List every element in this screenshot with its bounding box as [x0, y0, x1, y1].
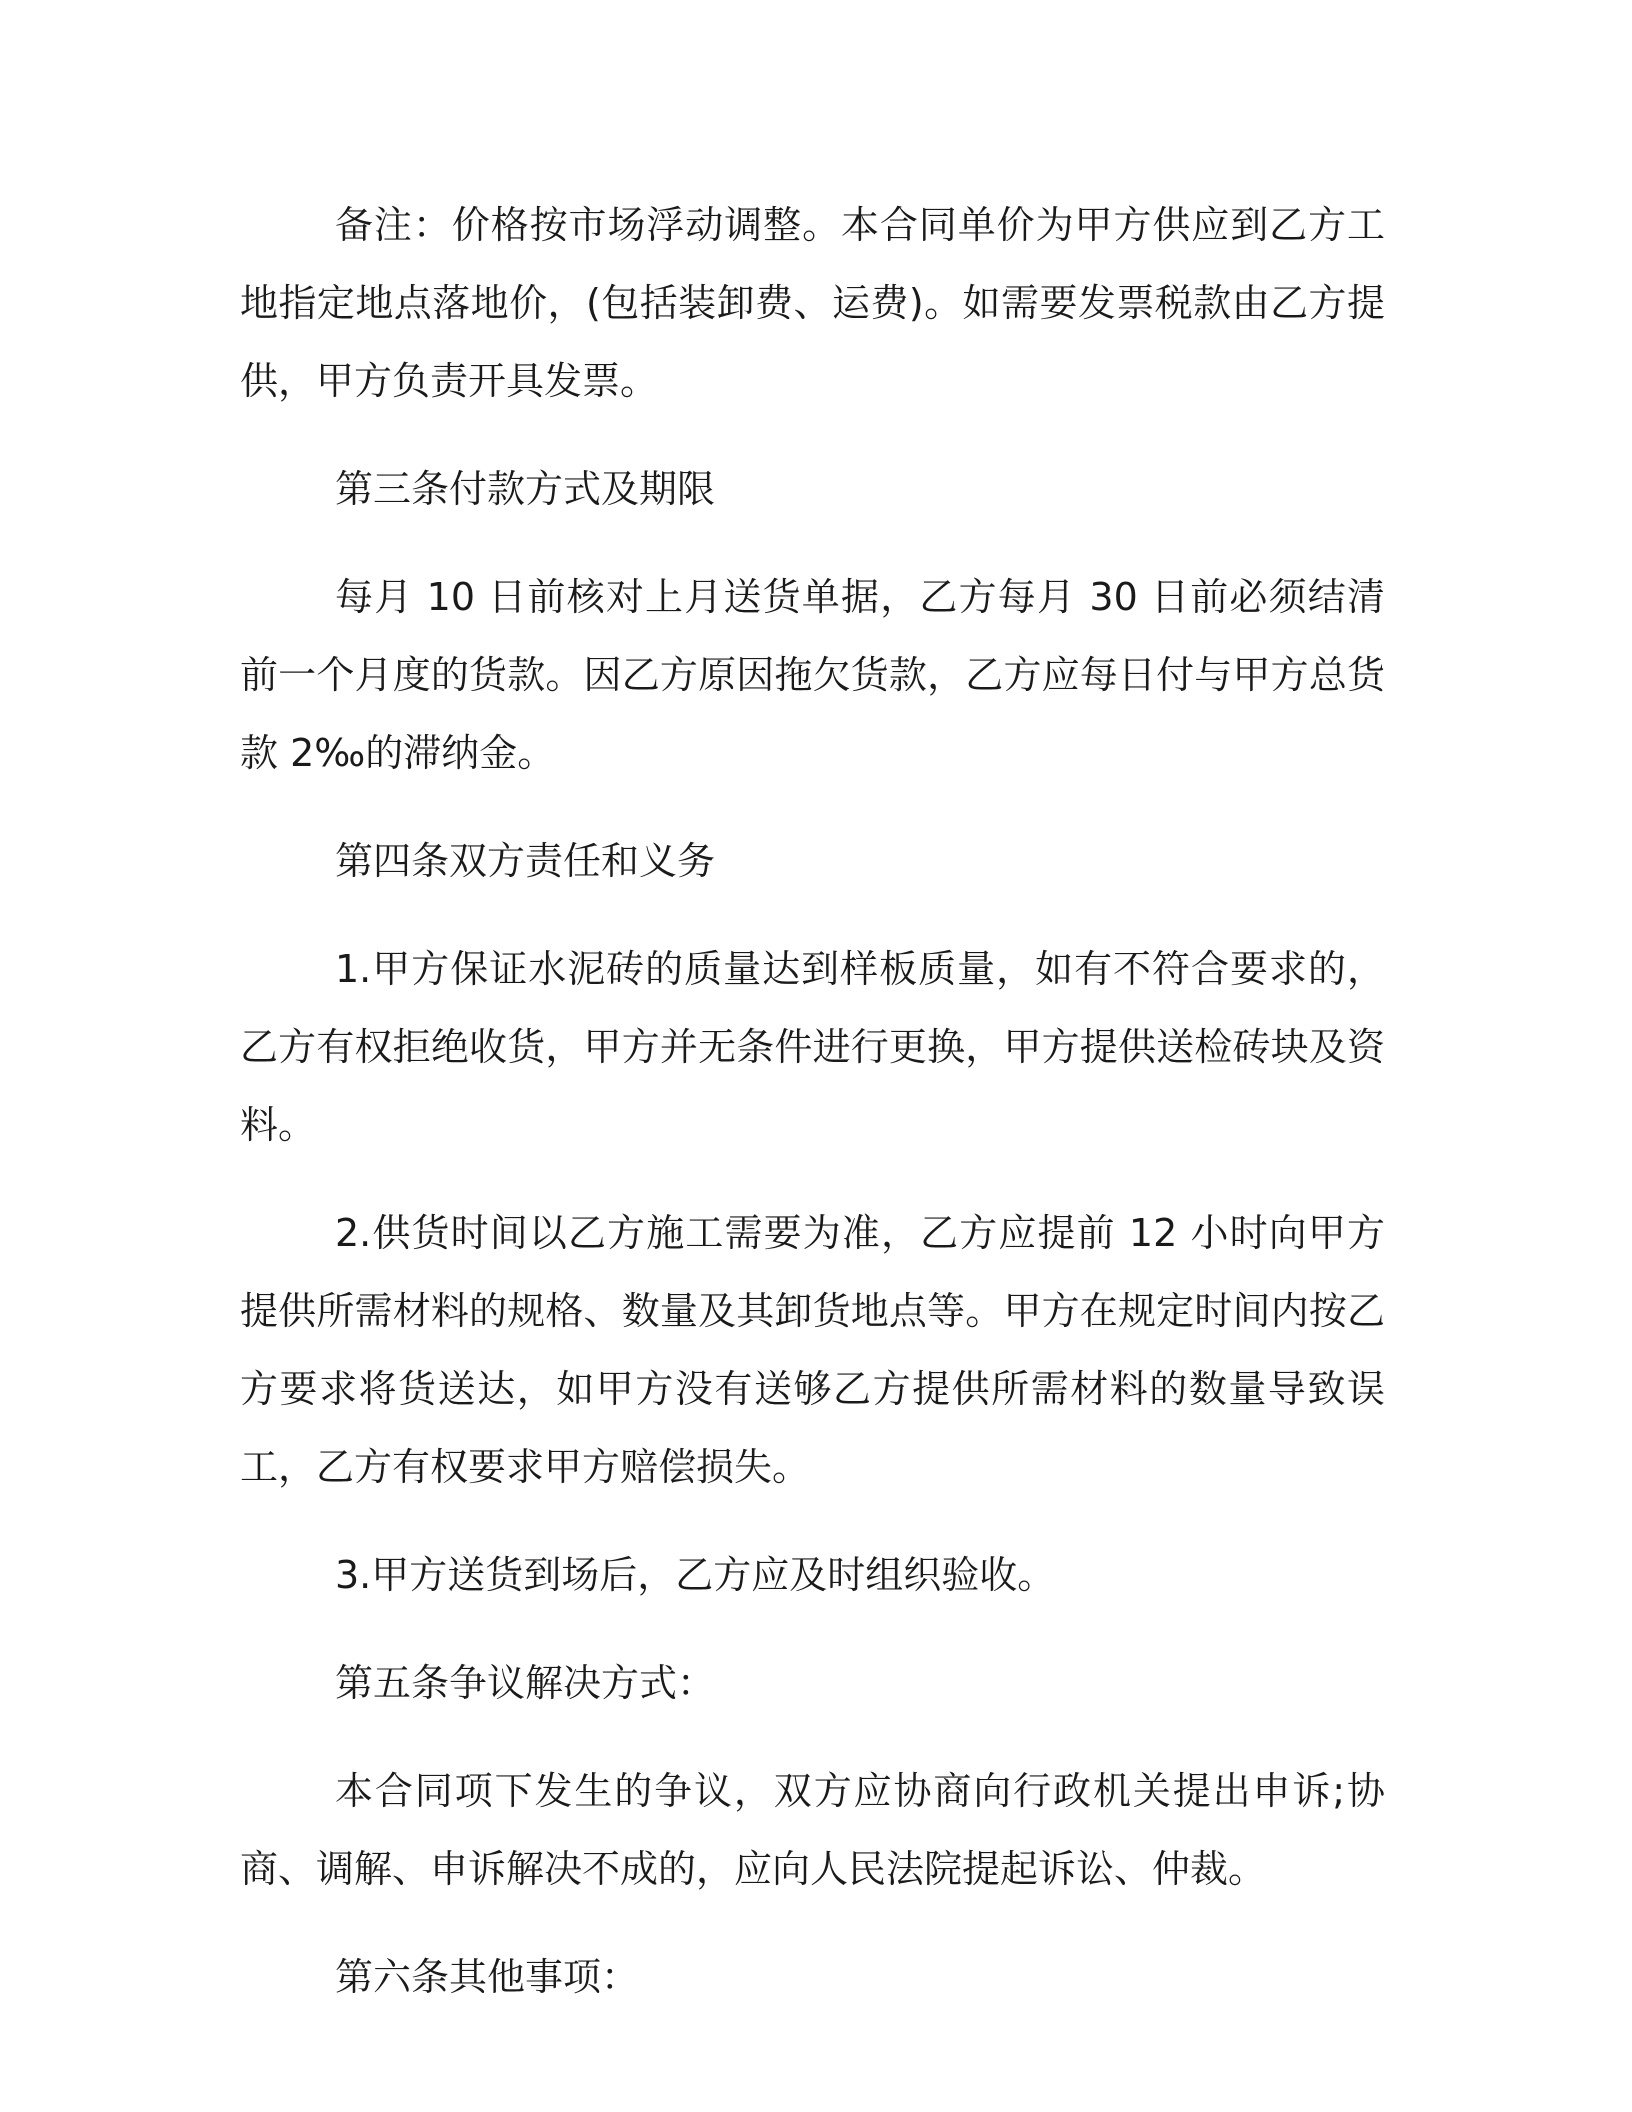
document-body — [240, 186, 1385, 2046]
obligation-item-1: 1.甲方保证水泥砖的质量达到样板质量，如有不符合要求的，乙方有权拒绝收货，甲方并无条件进行更换，甲方提供送检砖块及资料。 — [240, 947, 1385, 1147]
obligation-item-3: 3.甲方送货到场后，乙方应及时组织验收。 — [335, 1553, 1056, 1597]
article-6-heading: 第六条其他事项： — [335, 1955, 640, 1999]
obligation-item-2: 2.供货时间以乙方施工需要为准，乙方应提前 12 小时向甲方提供所需材料的规格、数量及其卸货地点等。甲方在规定时间内按乙方要求将货送达，如甲方没有送够乙方提供所需材料的数量导致误工，乙方有权要求甲方赔偿损失。 — [240, 1211, 1385, 1489]
article-3-heading: 第三条付款方式及期限 — [335, 467, 716, 511]
article-4-heading: 第四条双方责任和义务 — [335, 839, 716, 883]
payment-terms-paragraph: 每月 10 日前核对上月送货单据，乙方每月 30 日前必须结清前一个月度的货款。因乙方原因拖欠货款，乙方应每日付与甲方总货款 2‰的滞纳金。 — [240, 575, 1385, 775]
dispute-resolution-paragraph: 本合同项下发生的争议，双方应协商向行政机关提出申诉;协商、调解、申诉解决不成的，应向人民法院提起诉讼、仲裁。 — [240, 1769, 1385, 1891]
remark-paragraph: 备注：价格按市场浮动调整。本合同单价为甲方供应到乙方工地指定地点落地价，(包括装卸费、运费)。如需要发票税款由乙方提供，甲方负责开具发票。 — [240, 203, 1385, 403]
article-5-heading: 第五条争议解决方式： — [335, 1661, 716, 1705]
